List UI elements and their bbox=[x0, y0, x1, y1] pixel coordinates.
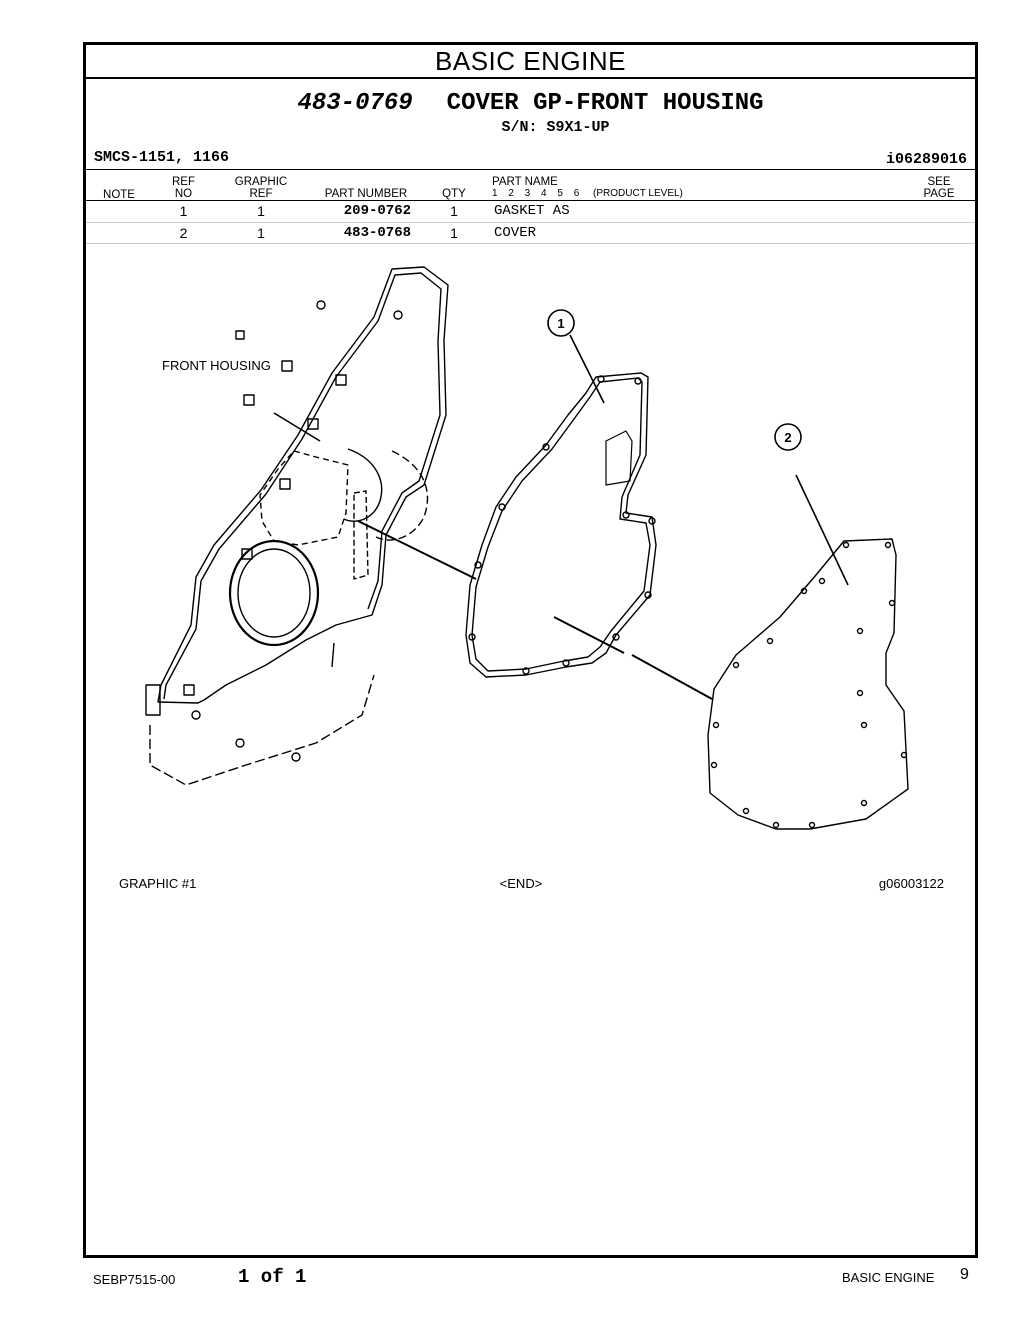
page-frame: BASIC ENGINE 483-0769 COVER GP-FRONT HOUSING S/N: S9X1-UP SMCS-1151, 1166 i06289016 NOTE REF NO GRAPHIC REF PART NUMBER QTY PART NAME 1 2 3 4 5 6 (PRODUCT LEVEL) SEE PAGE 1 1 209-0762 1 GASKET AS 2 1 483-0768 1 COVER 1 2 FRONT HOUSING GRAPHIC #1 <END> g06003122 bbox=[83, 42, 978, 1258]
assembly-centerline-2 bbox=[554, 617, 712, 699]
header-part-number: PART NUMBER bbox=[324, 188, 408, 200]
balloon-1-leader bbox=[570, 335, 604, 403]
row-divider bbox=[86, 222, 975, 223]
balloon-1-label: 1 bbox=[557, 316, 565, 331]
group-name: COVER GP-FRONT HOUSING bbox=[446, 90, 764, 117]
header-bottom-rule bbox=[86, 200, 975, 201]
group-title bbox=[86, 90, 975, 117]
table-top-rule bbox=[86, 169, 975, 170]
header-qty: QTY bbox=[442, 188, 466, 200]
footer-page-of: 1 of 1 bbox=[238, 1266, 307, 1288]
group-part-number: 483-0769 bbox=[297, 90, 413, 117]
header-ref-no: REF NO bbox=[172, 176, 195, 200]
header-note: NOTE bbox=[103, 189, 135, 201]
end-marker: <END> bbox=[499, 876, 543, 891]
row-divider bbox=[86, 243, 975, 244]
illustration-id: i06289016 bbox=[885, 151, 967, 168]
front-housing-label: FRONT HOUSING bbox=[162, 358, 271, 373]
header-see-page: SEE PAGE bbox=[923, 176, 955, 200]
assembly-centerline-1 bbox=[358, 521, 476, 579]
cover-drawing bbox=[708, 539, 908, 829]
exploded-view-drawing bbox=[86, 245, 975, 885]
graphic-id: g06003122 bbox=[878, 876, 944, 891]
header-graphic-ref: GRAPHIC REF bbox=[234, 176, 288, 200]
section-title: BASIC ENGINE bbox=[86, 45, 975, 79]
balloon-2-label: 2 bbox=[784, 430, 792, 445]
footer-page-number: 9 bbox=[960, 1266, 969, 1283]
header-part-name: PART NAME 1 2 3 4 5 6 (PRODUCT LEVEL) bbox=[492, 176, 683, 199]
footer-section: BASIC ENGINE bbox=[842, 1270, 935, 1285]
serial-number: S/N: S9X1-UP bbox=[501, 119, 610, 136]
gasket-drawing bbox=[466, 373, 656, 677]
graphic-caption: GRAPHIC #1 bbox=[119, 876, 197, 891]
footer-doc-id: SEBP7515-00 bbox=[93, 1272, 176, 1287]
smcs-code: SMCS-1151, 1166 bbox=[94, 149, 230, 166]
front-housing-drawing bbox=[146, 267, 448, 785]
